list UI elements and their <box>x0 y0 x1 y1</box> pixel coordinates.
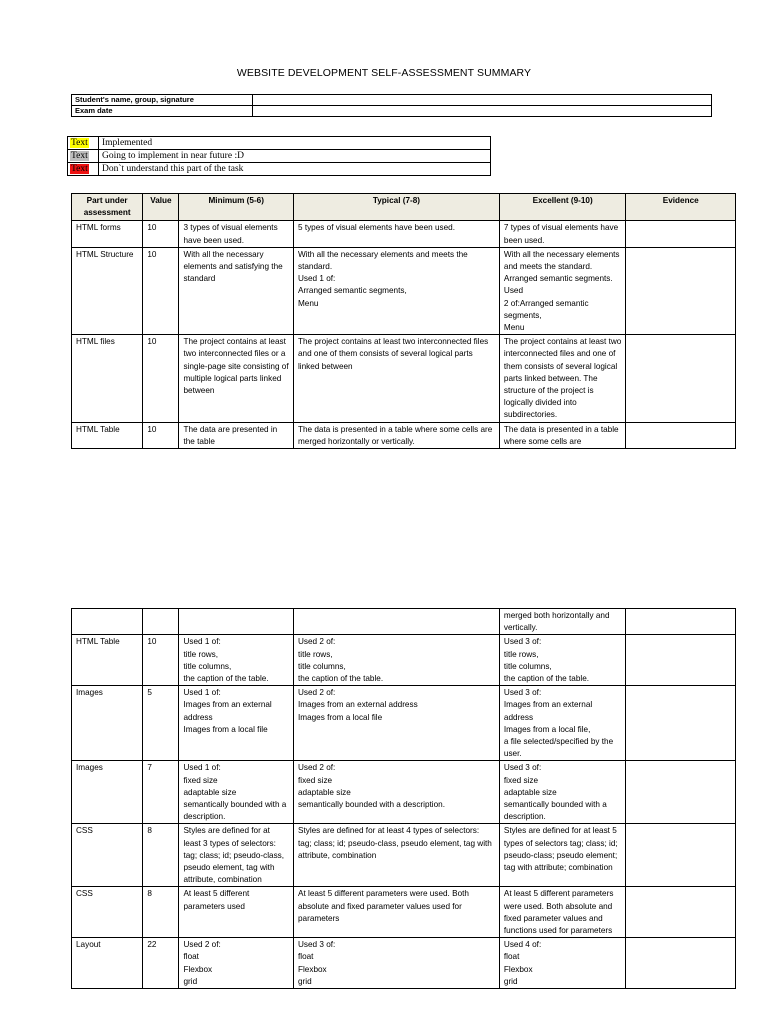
cell-part: HTML Structure <box>72 247 143 334</box>
cell-excellent: 7 types of visual elements have been used. <box>499 221 626 247</box>
cell-minimum: The project contains at least two interconnected files or a single-page site consisting of multiple logical parts linked between <box>179 335 294 422</box>
cell-part: HTML Table <box>72 635 143 686</box>
cell-typical: The data is presented in a table where some cells are merged horizontally or vertically. <box>293 422 499 448</box>
table-body <box>72 609 736 989</box>
legend-row <box>68 137 491 150</box>
cell-value: 10 <box>143 335 179 422</box>
table-row <box>72 106 712 117</box>
cell-excellent: Used 4 of: float Flexbox grid <box>499 938 626 989</box>
cell-evidence[interactable] <box>626 335 736 422</box>
legend-row <box>68 150 491 163</box>
header-row <box>72 194 736 221</box>
table-row <box>72 938 736 989</box>
cell-excellent: merged both horizontally and vertically. <box>499 609 626 635</box>
cell-typical: Used 2 of: fixed size adaptable size semantically bounded with a description. <box>293 761 499 824</box>
cell-evidence[interactable] <box>626 422 736 448</box>
table-row <box>72 824 736 887</box>
cell-value: 10 <box>143 422 179 448</box>
cell-excellent: Used 3 of: Images from an external address Images from a local file, a file selected/specified by the user. <box>499 686 626 761</box>
cell-part: Images <box>72 761 143 824</box>
cell-part <box>72 609 143 635</box>
cell-value: 8 <box>143 887 179 938</box>
legend-swatch-cell <box>68 137 99 150</box>
cell-evidence[interactable] <box>626 635 736 686</box>
cell-excellent: Used 3 of: title rows, title columns, the caption of the table. <box>499 635 626 686</box>
table-row <box>72 635 736 686</box>
legend-text: Going to implement in near future :D <box>99 150 491 163</box>
cell-typical: At least 5 different parameters were used. Both absolute and fixed parameter values used for parameters <box>293 887 499 938</box>
cell-part: Layout <box>72 938 143 989</box>
table-row <box>72 422 736 448</box>
cell-excellent: At least 5 different parameters were used. Both absolute and fixed parameter values and functions used for parameters <box>499 887 626 938</box>
header-evidence: Evidence <box>626 194 736 221</box>
cell-part: CSS <box>72 824 143 887</box>
cell-minimum: Used 2 of: float Flexbox grid <box>179 938 294 989</box>
cell-typical: The project contains at least two interconnected files and one of them consists of several logical parts linked between <box>293 335 499 422</box>
cell-typical: 5 types of visual elements have been used. <box>293 221 499 247</box>
cell-part: HTML Table <box>72 422 143 448</box>
cell-evidence[interactable] <box>626 221 736 247</box>
cell-value: 10 <box>143 221 179 247</box>
assessment-table-page-2 <box>71 608 736 989</box>
assessment-table-page-1 <box>71 193 736 449</box>
cell-evidence[interactable] <box>626 938 736 989</box>
legend-text: Implemented <box>99 137 491 150</box>
info-label: Exam date <box>72 106 253 117</box>
cell-part: Images <box>72 686 143 761</box>
cell-typical: With all the necessary elements and meets the standard. Used 1 of: Arranged semantic segments, Menu <box>293 247 499 334</box>
cell-minimum: At least 5 different parameters used <box>179 887 294 938</box>
cell-typical <box>293 609 499 635</box>
legend-swatch-cell <box>68 150 99 163</box>
cell-minimum: Used 1 of: title rows, title columns, the caption of the table. <box>179 635 294 686</box>
cell-evidence[interactable] <box>626 609 736 635</box>
cell-part: CSS <box>72 887 143 938</box>
cell-typical: Used 2 of: Images from an external address Images from a local file <box>293 686 499 761</box>
table-row <box>72 686 736 761</box>
header-typical: Typical (7-8) <box>293 194 499 221</box>
table-row <box>72 887 736 938</box>
cell-typical: Used 2 of: title rows, title columns, the caption of the table. <box>293 635 499 686</box>
header-minimum: Minimum (5-6) <box>179 194 294 221</box>
color-legend <box>67 136 491 176</box>
student-info-table <box>71 94 712 117</box>
cell-value: 5 <box>143 686 179 761</box>
cell-value: 22 <box>143 938 179 989</box>
cell-value: 10 <box>143 635 179 686</box>
cell-evidence[interactable] <box>626 887 736 938</box>
cell-part: HTML forms <box>72 221 143 247</box>
table-row <box>72 221 736 247</box>
cell-minimum: Used 1 of: fixed size adaptable size semantically bounded with a description. <box>179 761 294 824</box>
cell-value: 10 <box>143 247 179 334</box>
table-row <box>72 335 736 422</box>
cell-minimum: Styles are defined for at least 3 types of selectors: tag; class; id; pseudo-class, pseudo element, tag with attribute, combination <box>179 824 294 887</box>
table-row <box>72 609 736 635</box>
info-value-field[interactable] <box>253 95 712 106</box>
table-row <box>72 95 712 106</box>
cell-evidence[interactable] <box>626 686 736 761</box>
cell-minimum: Used 1 of: Images from an external address Images from a local file <box>179 686 294 761</box>
cell-excellent: Used 3 of: fixed size adaptable size semantically bounded with a description. <box>499 761 626 824</box>
cell-typical: Used 3 of: float Flexbox grid <box>293 938 499 989</box>
cell-typical: Styles are defined for at least 4 types of selectors: tag; class; id; pseudo-class, pseudo element, tag with attribute, combination <box>293 824 499 887</box>
legend-swatch-cell <box>68 163 99 176</box>
cell-excellent: The project contains at least two interconnected files and one of them consists of several logical parts linked between. The structure of the project is logically divided into subdirectories. <box>499 335 626 422</box>
table-row <box>72 761 736 824</box>
cell-excellent: Styles are defined for at least 5 types of selectors tag; class; id; pseudo-class; pseudo element; tag with attribute; combination <box>499 824 626 887</box>
cell-evidence[interactable] <box>626 824 736 887</box>
header-value: Value <box>143 194 179 221</box>
legend-row <box>68 163 491 176</box>
legend-text: Don`t understand this part of the task <box>99 163 491 176</box>
cell-excellent: With all the necessary elements and meets the standard. Arranged semantic segments. Used 2 of:Arranged semantic segments, Menu <box>499 247 626 334</box>
legend-swatch-not-understood: Text <box>71 164 88 174</box>
legend-swatch-planned: Text <box>71 151 88 161</box>
legend-swatch-implemented: Text <box>71 138 88 148</box>
header-excellent: Excellent (9-10) <box>499 194 626 221</box>
cell-minimum: With all the necessary elements and satisfying the standard <box>179 247 294 334</box>
cell-minimum: The data are presented in the table <box>179 422 294 448</box>
table-row <box>72 247 736 334</box>
info-label: Student's name, group, signature <box>72 95 253 106</box>
cell-value <box>143 609 179 635</box>
header-part: Part under assessment <box>72 194 143 221</box>
cell-excellent: The data is presented in a table where some cells are <box>499 422 626 448</box>
cell-value: 7 <box>143 761 179 824</box>
info-value-field[interactable] <box>253 106 712 117</box>
cell-evidence[interactable] <box>626 247 736 334</box>
document-title: WEBSITE DEVELOPMENT SELF-ASSESSMENT SUMMARY <box>236 67 532 79</box>
cell-evidence[interactable] <box>626 761 736 824</box>
cell-minimum: 3 types of visual elements have been used. <box>179 221 294 247</box>
cell-minimum <box>179 609 294 635</box>
cell-value: 8 <box>143 824 179 887</box>
table-body <box>72 221 736 449</box>
cell-part: HTML files <box>72 335 143 422</box>
